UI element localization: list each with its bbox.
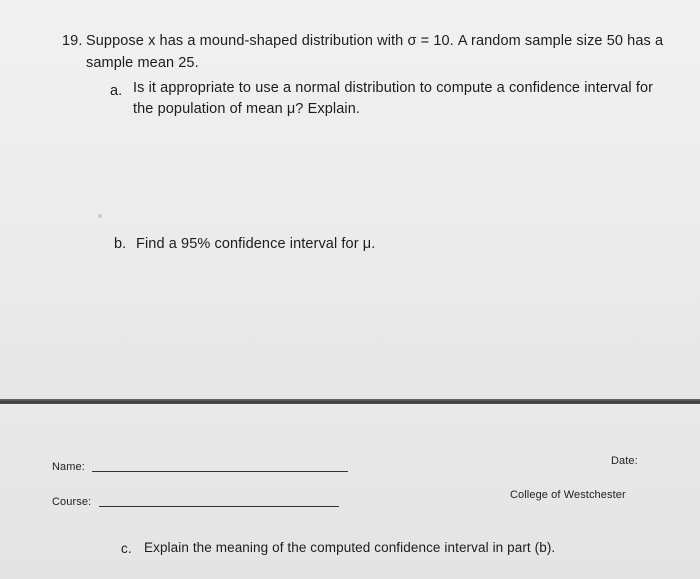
- part-c-text: Explain the meaning of the computed confidence interval in part (b).: [144, 540, 556, 555]
- question-line-2: sample mean 25.: [86, 55, 199, 71]
- question-line-1: Suppose x has a mound-shaped distribution with σ = 10. A random sample size 50 has a: [86, 33, 664, 49]
- college-name: College of Westchester: [510, 489, 626, 501]
- part-a-line-2: the population of mean μ? Explain.: [133, 101, 360, 117]
- name-label: Name:: [52, 461, 85, 473]
- course-line: [99, 506, 339, 507]
- part-b-text: Find a 95% confidence interval for μ.: [136, 236, 376, 252]
- question-number: 19.: [62, 33, 83, 49]
- course-label: Course:: [52, 496, 92, 508]
- name-line: [92, 471, 348, 472]
- part-b-label: b.: [114, 236, 127, 252]
- part-a-label: a.: [110, 83, 123, 99]
- part-a-line-1: Is it appropriate to use a normal distribution to compute a confidence interval for: [133, 80, 654, 96]
- date-label: Date:: [611, 455, 638, 467]
- stray-mark: [98, 214, 102, 218]
- part-c-label: c.: [121, 541, 132, 556]
